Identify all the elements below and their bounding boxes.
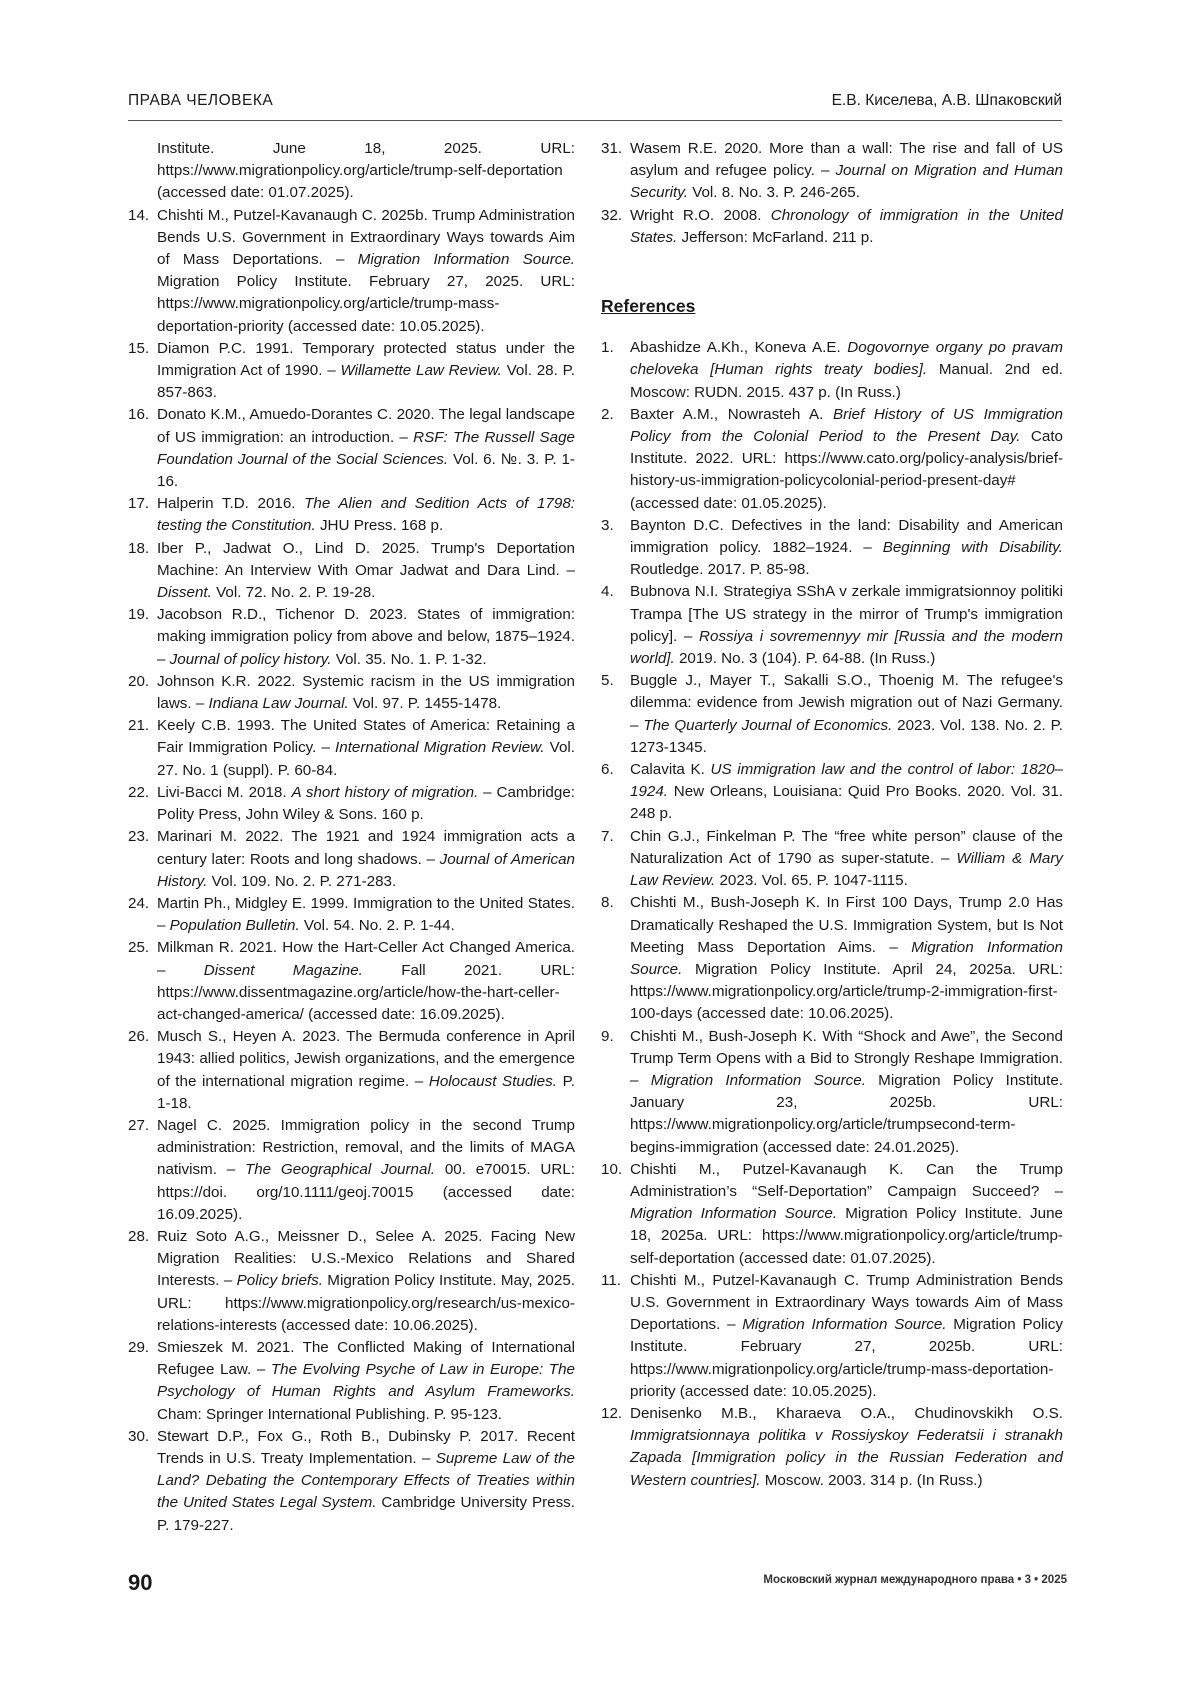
reference-item (128, 1115, 575, 1226)
reference-item (128, 1026, 575, 1115)
page-number: 90 (128, 1570, 152, 1596)
reference-number: 17. (128, 493, 157, 537)
reference-item (601, 1026, 1063, 1159)
reference-item (601, 892, 1063, 1025)
reference-number: 9. (601, 1026, 630, 1159)
reference-text: Wright R.O. 2008. Chronology of immigration in the United States. Jefferson: McFarland. 211 p. (630, 205, 1063, 249)
reference-number: 14. (128, 205, 157, 338)
reference-text: Milkman R. 2021. How the Hart-Celler Act Changed America. – Dissent Magazine. Fall 2021. URL: https://www.dissentmagazine.org/article/how-the-hart-celler-act-changed-america/ (accessed date: 16.09.2025). (157, 937, 575, 1026)
reference-item (601, 1403, 1063, 1492)
reference-item (601, 404, 1063, 515)
reference-text: Stewart D.P., Fox G., Roth B., Dubinsky P. 2017. Recent Trends in U.S. Treaty Implementation. – Supreme Law of the Land? Debating the Contemporary Effects of Treaties within the United States Legal System. Cambridge University Press. P. 179-227. (157, 1426, 575, 1537)
reference-number: 30. (128, 1426, 157, 1537)
reference-item (601, 138, 1063, 205)
reference-item (601, 205, 1063, 249)
references-list (601, 337, 1063, 1492)
reference-number: 23. (128, 826, 157, 893)
reference-number: 2. (601, 404, 630, 515)
reference-text: Chishti M., Bush-Joseph K. In First 100 Days, Trump 2.0 Has Dramatically Reshaped the U.S. Immigration System, but Is Not Meeting Mass Deportation Aims. – Migration Information Source. Migration Policy Institute. April 24, 2025a. URL: https://www.migrationpolicy.org/article/trump-2-immigration-first-100-days (accessed date: 10.06.2025). (630, 892, 1063, 1025)
reference-item (128, 1426, 575, 1537)
reference-item (601, 1270, 1063, 1403)
reference-number: 8. (601, 892, 630, 1025)
reference-number: 4. (601, 581, 630, 670)
reference-text: Ruiz Soto A.G., Meissner D., Selee A. 2025. Facing New Migration Realities: U.S.-Mexico Relations and Shared Interests. – Policy briefs. Migration Policy Institute. May, 2025. URL: https://www.migrationpolicy.org/research/us-mexico-relations-interests (accessed date: 10.06.2025). (157, 1226, 575, 1337)
reference-number: 5. (601, 670, 630, 759)
journal-footer: Московский журнал международного права • 3 • 2025 (763, 1574, 1067, 1586)
reference-text: Johnson K.R. 2022. Systemic racism in the US immigration laws. – Indiana Law Journal. Vol. 97. P. 1455-1478. (157, 671, 575, 715)
authors: Е.В. Киселева, А.В. Шпаковский (832, 92, 1062, 110)
reference-item (601, 515, 1063, 582)
reference-number: 12. (601, 1403, 630, 1492)
reference-text: Donato K.M., Amuedo-Dorantes C. 2020. The legal landscape of US immigration: an introduction. – RSF: The Russell Sage Foundation Journal of the Social Sciences. Vol. 6. №. 3. P. 1-16. (157, 404, 575, 493)
reference-number: 24. (128, 893, 157, 937)
reference-text: Denisenko M.B., Kharaeva O.A., Chudinovskikh O.S. Immigratsionnaya politika v Rossiyskoy Federatsii i stranakh Zapada [Immigration policy in the Russian Federation and Western countries]. Moscow. 2003. 314 p. (In Russ.) (630, 1403, 1063, 1492)
reference-text: Baxter A.M., Nowrasteh A. Brief History of US Immigration Policy from the Colonial Period to the Present Day. Cato Institute. 2022. URL: https://www.cato.org/policy-analysis/brief-history-us-immigration-policycolonial-period-present-day# (accessed date: 01.05.2025). (630, 404, 1063, 515)
running-header (128, 90, 1062, 121)
reference-number: 7. (601, 826, 630, 893)
reference-text: Baynton D.C. Defectives in the land: Disability and American immigration policy. 1882–1924. – Beginning with Disability. Routledge. 2017. P. 85-98. (630, 515, 1063, 582)
reference-text: Wasem R.E. 2020. More than a wall: The rise and fall of US asylum and refugee policy. – Journal on Migration and Human Security. Vol. 8. No. 3. P. 246-265. (630, 138, 1063, 205)
reference-item (128, 404, 575, 493)
reference-text: Calavita K. US immigration law and the control of labor: 1820–1924. New Orleans, Louisiana: Quid Pro Books. 2020. Vol. 31. 248 p. (630, 759, 1063, 826)
reference-text: Bubnova N.I. Strategiya SShA v zerkale immigratsionnoy politiki Trampa [The US strategy in the mirror of Trump's immigration policy]. – Rossiya i sovremennyy mir [Russia and the modern world]. 2019. No. 3 (104). P. 64-88. (In Russ.) (630, 581, 1063, 670)
reference-number: 19. (128, 604, 157, 671)
reference-text: Martin Ph., Midgley E. 1999. Immigration to the United States. – Population Bulletin. Vol. 54. No. 2. P. 1-44. (157, 893, 575, 937)
reference-item (128, 1337, 575, 1426)
reference-text: Chishti M., Putzel-Kavanaugh C. 2025b. Trump Administration Bends U.S. Government in Extraordinary Ways towards Aim of Mass Deportations. – Migration Information Source. Migration Policy Institute. February 27, 2025. URL: https://www.migrationpolicy.org/article/trump-mass-deportation-priority (accessed date: 10.05.2025). (157, 205, 575, 338)
reference-number: 32. (601, 205, 630, 249)
reference-item (601, 581, 1063, 670)
reference-number: 6. (601, 759, 630, 826)
bibliography-continued (601, 138, 1063, 249)
reference-item (128, 937, 575, 1026)
right-column (601, 138, 1063, 1492)
reference-item (128, 671, 575, 715)
reference-text: Diamon P.C. 1991. Temporary protected status under the Immigration Act of 1990. – Willamette Law Review. Vol. 28. P. 857-863. (157, 338, 575, 405)
reference-text: Musch S., Heyen A. 2023. The Bermuda conference in April 1943: allied politics, Jewish organizations, and the emergence of the international migration regime. – Holocaust Studies. P. 1-18. (157, 1026, 575, 1115)
reference-text: Abashidze A.Kh., Koneva A.E. Dogovornye organy po pravam cheloveka [Human rights treaty bodies]. Manual. 2nd ed. Moscow: RUDN. 2015. 437 p. (In Russ.) (630, 337, 1063, 404)
reference-item (128, 138, 575, 205)
reference-text: Chishti M., Putzel-Kavanaugh K. Can the Trump Administration’s “Self-Deportation” Campaign Succeed? – Migration Information Source. Migration Policy Institute. June 18, 2025a. URL: https://www.migrationpolicy.org/article/trump-self-deportation (accessed date: 01.07.2025). (630, 1159, 1063, 1270)
reference-number: 29. (128, 1337, 157, 1426)
reference-text: Chin G.J., Finkelman P. The “free white person” clause of the Naturalization Act of 1790 as super-statute. – William & Mary Law Review. 2023. Vol. 65. P. 1047-1115. (630, 826, 1063, 893)
reference-text: Institute. June 18, 2025. URL: https://www.migrationpolicy.org/article/trump-self-deportation (accessed date: 01.07.2025). (157, 138, 575, 205)
reference-item (601, 670, 1063, 759)
reference-number: 11. (601, 1270, 630, 1403)
reference-number: 1. (601, 337, 630, 404)
reference-number: 31. (601, 138, 630, 205)
reference-item (128, 604, 575, 671)
reference-number: 22. (128, 782, 157, 826)
reference-item (601, 759, 1063, 826)
reference-item (601, 826, 1063, 893)
reference-number: 3. (601, 515, 630, 582)
reference-text: Jacobson R.D., Tichenor D. 2023. States of immigration: making immigration policy from above and below, 1875–1924. – Journal of policy history. Vol. 35. No. 1. P. 1-32. (157, 604, 575, 671)
reference-number: 18. (128, 538, 157, 605)
reference-item (128, 1226, 575, 1337)
references-heading: References (601, 295, 1063, 317)
reference-item (128, 715, 575, 782)
reference-number: 26. (128, 1026, 157, 1115)
reference-text: Keely C.B. 1993. The United States of America: Retaining a Fair Immigration Policy. – International Migration Review. Vol. 27. No. 1 (suppl). P. 60-84. (157, 715, 575, 782)
reference-text: Chishti M., Bush-Joseph K. With “Shock and Awe”, the Second Trump Term Opens with a Bid to Strongly Reshape Immigration. – Migration Information Source. Migration Policy Institute. January 23, 2025b. URL: https://www.migrationpolicy.org/article/trumpsecond-term-begins-immigration (accessed date: 24.01.2025). (630, 1026, 1063, 1159)
section-title: ПРАВА ЧЕЛОВЕКА (128, 92, 273, 110)
reference-number: 25. (128, 937, 157, 1026)
reference-text: Chishti M., Putzel-Kavanaugh C. Trump Administration Bends U.S. Government in Extraordinary Ways towards Aim of Mass Deportations. – Migration Information Source. Migration Policy Institute. February 27, 2025b. URL: https://www.migrationpolicy.org/article/trump-mass-deportation-priority (accessed date: 10.05.2025). (630, 1270, 1063, 1403)
reference-text: Iber P., Jadwat O., Lind D. 2025. Trump's Deportation Machine: An Interview With Omar Jadwat and Dara Lind. – Dissent. Vol. 72. No. 2. P. 19-28. (157, 538, 575, 605)
reference-number: 10. (601, 1159, 630, 1270)
reference-item (128, 782, 575, 826)
reference-item (128, 338, 575, 405)
reference-text: Halperin T.D. 2016. The Alien and Sedition Acts of 1798: testing the Constitution. JHU Press. 168 p. (157, 493, 575, 537)
reference-number: 28. (128, 1226, 157, 1337)
reference-item (128, 826, 575, 893)
reference-item (128, 893, 575, 937)
reference-text: Buggle J., Mayer T., Sakalli S.O., Thoenig M. The refugee's dilemma: evidence from Jewish migration out of Nazi Germany. – The Quarterly Journal of Economics. 2023. Vol. 138. No. 2. P. 1273-1345. (630, 670, 1063, 759)
reference-text: Livi-Bacci M. 2018. A short history of migration. – Cambridge: Polity Press, John Wiley & Sons. 160 p. (157, 782, 575, 826)
reference-number: 20. (128, 671, 157, 715)
reference-number: 16. (128, 404, 157, 493)
reference-item (601, 337, 1063, 404)
reference-item (128, 205, 575, 338)
reference-text: Smieszek M. 2021. The Conflicted Making of International Refugee Law. – The Evolving Psyche of Law in Europe: The Psychology of Human Rights and Asylum Frameworks. Cham: Springer International Publishing. P. 95-123. (157, 1337, 575, 1426)
reference-number: 15. (128, 338, 157, 405)
reference-number: 27. (128, 1115, 157, 1226)
reference-text: Marinari M. 2022. The 1921 and 1924 immigration acts a century later: Roots and long shadows. – Journal of American History. Vol. 109. No. 2. P. 271-283. (157, 826, 575, 893)
reference-number: 21. (128, 715, 157, 782)
reference-item (601, 1159, 1063, 1270)
left-column (128, 138, 575, 1537)
reference-text: Nagel C. 2025. Immigration policy in the second Trump administration: Restriction, removal, and the limits of MAGA nativism. – The Geographical Journal. 00. e70015. URL: https://doi. org/10.1111/geoj.70015 (accessed date: 16.09.2025). (157, 1115, 575, 1226)
reference-item (128, 538, 575, 605)
reference-item (128, 493, 575, 537)
